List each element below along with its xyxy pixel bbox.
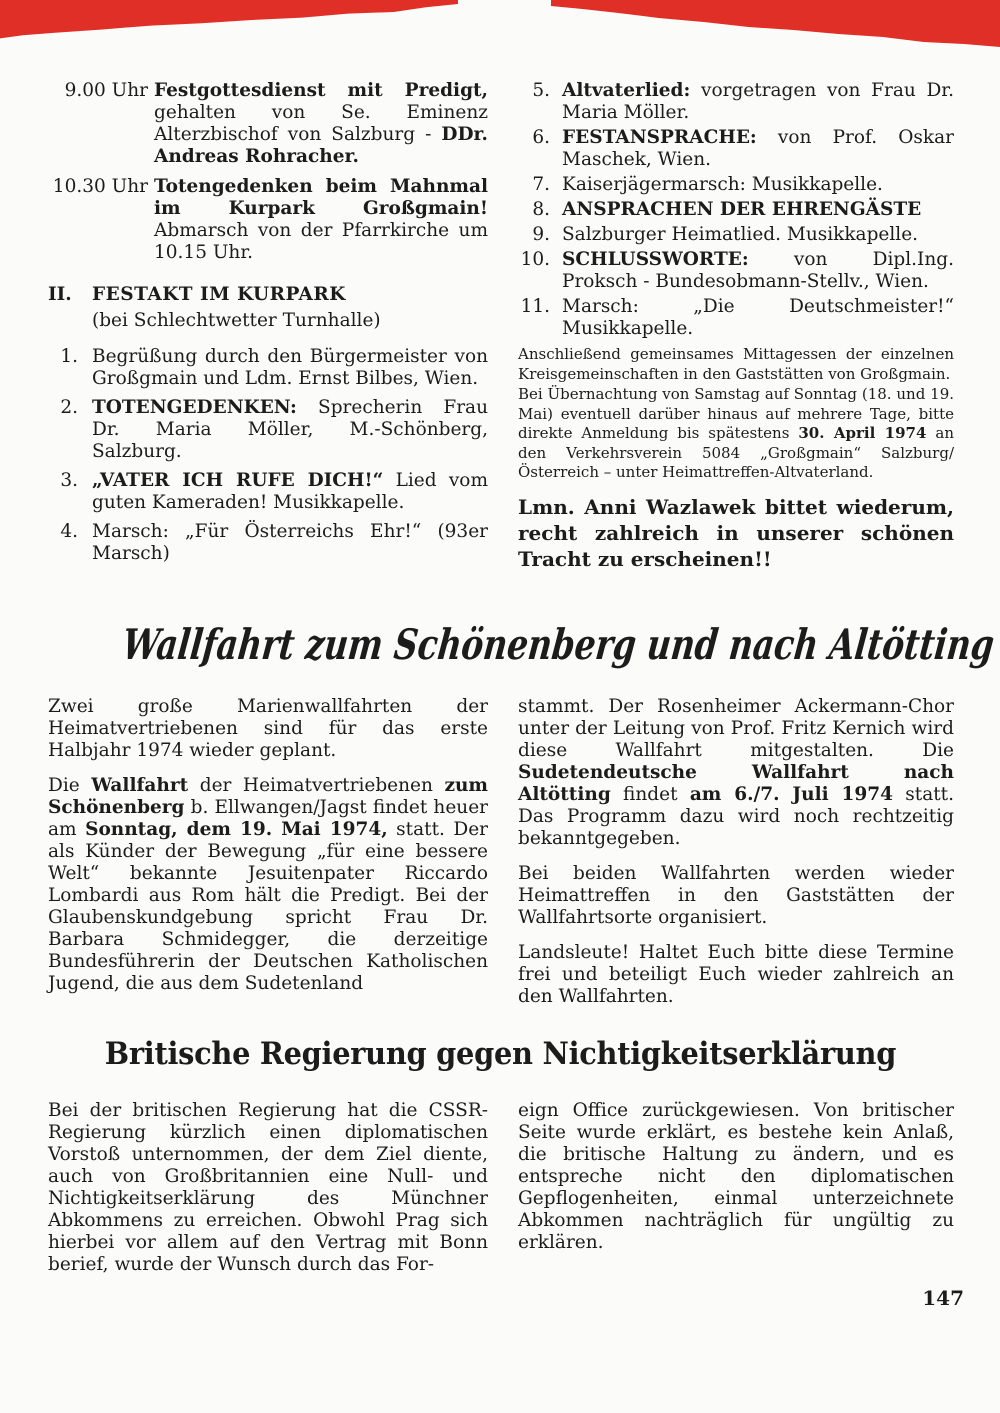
item-number: 3. bbox=[60, 470, 78, 491]
paragraph bbox=[48, 775, 488, 995]
text: stammt. Der Rosenheimer Ackermann-Chor unter der Leitung von Prof. Fritz Kernich wird diese Wallfahrt mitgestalten. Die bbox=[518, 696, 954, 761]
text: gehalten von Se. Eminenz Alterzbischof von Salzburg - bbox=[154, 102, 488, 145]
text: Landsleute! Haltet Euch bitte diese Termine frei und beteiligt Euch wieder zahlreich an den Wallfahrten. bbox=[518, 942, 954, 1007]
list-item bbox=[48, 470, 488, 514]
festakt-roman-numeral: II. bbox=[48, 284, 72, 305]
list-item bbox=[518, 296, 954, 340]
bold-text: Totengedenken beim Mahnmal im Kurpark Großgmain! bbox=[154, 176, 488, 219]
festakt-subtitle: (bei Schlechtwetter Turnhalle) bbox=[92, 310, 381, 331]
britische-column-right bbox=[518, 1100, 954, 1254]
item-number: 10. bbox=[520, 249, 550, 270]
text: Bei Übernachtung von Samstag auf Sonntag (18. und 19. Mai) eventuell darüber hinaus auf mehrere Tage, bitte direkte Anmeldung bis spätestens bbox=[518, 385, 954, 442]
paragraph bbox=[48, 1100, 488, 1276]
bold-text: Lmn. Anni Wazlawek bittet wiederum, recht zahlreich in unserer schönen Tracht zu erscheinen!! bbox=[518, 494, 954, 571]
bold-text: TOTENGEDENKEN: bbox=[92, 397, 297, 418]
item-number: 4. bbox=[60, 521, 78, 542]
bold-text: Festgottesdienst mit Predigt, bbox=[154, 80, 488, 101]
britische-headline-text: Britische Regierung gegen Nichtigkeitserklärung bbox=[104, 1036, 896, 1072]
list-item bbox=[48, 397, 488, 463]
paragraph bbox=[518, 942, 954, 1008]
item-text bbox=[562, 174, 954, 196]
item-text bbox=[562, 296, 954, 340]
list-item bbox=[518, 224, 954, 246]
item-text bbox=[562, 249, 954, 293]
text: b. Ellwangen/Jagst findet heuer am bbox=[48, 797, 488, 840]
item-number: 6. bbox=[532, 127, 550, 148]
text: Zwei große Marienwallfahrten der Heimatvertriebenen sind für das erste Halbjahr 1974 wieder geplant. bbox=[48, 696, 488, 761]
text: statt. Das Programm dazu wird noch rechtzeitig bekanntgegeben. bbox=[518, 784, 954, 849]
text: Lied vom guten Kameraden! Musikkapelle. bbox=[92, 470, 488, 513]
red-tear-strip-left bbox=[0, 0, 458, 40]
text: vorgetragen von Frau Dr. Maria Möller. bbox=[562, 80, 954, 123]
list-item bbox=[518, 127, 954, 171]
bold-text: am 6./7. Juli 1974 bbox=[689, 784, 894, 805]
red-tear-strip-right bbox=[551, 0, 1000, 50]
list-item bbox=[48, 80, 488, 168]
item-number: 7. bbox=[532, 174, 550, 195]
paragraph bbox=[518, 345, 954, 384]
list-item bbox=[48, 521, 488, 565]
text: Salzburger Heimatlied. Musikkapelle. bbox=[562, 224, 919, 245]
item-number: 2. bbox=[60, 397, 78, 418]
program-column-right bbox=[518, 80, 954, 572]
wallfahrt-column-left bbox=[48, 696, 488, 995]
bold-text: Sudetendeutsche Wallfahrt nach Altötting bbox=[518, 762, 954, 805]
item-number: 1. bbox=[60, 346, 78, 367]
item-text bbox=[154, 80, 488, 168]
bold-text: FESTANSPRACHE: bbox=[562, 127, 757, 148]
bold-text: Wallfahrt bbox=[91, 775, 189, 796]
item-text bbox=[562, 224, 954, 246]
festakt-heading bbox=[48, 284, 488, 332]
text: Die bbox=[48, 775, 92, 796]
list-item bbox=[518, 199, 954, 221]
text: statt. Der als Künder der Bewegung „für eine bessere Welt“ bekannte Jesuitenpater Riccardo Lombardi aus Rom hält die Predigt. Bei der Glaubenskundgebung spricht Frau Dr. Barbara Schmidegger, die derzeitige Bundesführerin der Deutschen Katholischen Jugend, die aus dem Sudetenland bbox=[48, 819, 489, 994]
schedule-list bbox=[48, 80, 488, 264]
text: von Dipl.Ing. Proksch - Bundesobmann-Stellv., Wien. bbox=[562, 249, 954, 292]
bold-text: „VATER ICH RUFE DICH!“ bbox=[92, 470, 384, 491]
paragraph bbox=[518, 385, 954, 483]
wallfahrt-headline bbox=[0, 620, 1000, 669]
program-column-left bbox=[48, 80, 488, 572]
list-item bbox=[518, 174, 954, 196]
text: Sprecherin Frau Dr. Maria Möller, M.-Schönberg, Salzburg. bbox=[92, 397, 488, 462]
program-items-5-11 bbox=[518, 80, 954, 340]
bold-text: 30. April 1974 bbox=[798, 424, 927, 442]
text: Bei beiden Wallfahrten werden wieder Heimattreffen in den Gaststätten der Wallfahrtsorte organisiert. bbox=[518, 863, 954, 928]
page-number: 147 bbox=[922, 1286, 964, 1310]
bold-text: Altvaterlied: bbox=[562, 80, 691, 101]
text: von Prof. Oskar Maschek, Wien. bbox=[562, 127, 954, 170]
item-text bbox=[562, 80, 954, 124]
bold-text: ANSPRACHEN DER EHRENGÄSTE bbox=[562, 199, 922, 220]
text: an den Verkehrsverein 5084 „Großgmain“ Salzburg/Österreich – unter Heimattreffen-Altvaterland. bbox=[518, 424, 954, 481]
bold-text: DDr. Andreas Rohracher. bbox=[154, 124, 488, 167]
britische-headline bbox=[0, 1036, 1000, 1072]
text: Marsch: „Die Deutschmeister!“ Musikkapelle. bbox=[562, 296, 954, 339]
list-item bbox=[518, 80, 954, 124]
item-number: 9.00 Uhr bbox=[64, 80, 148, 101]
item-number: 8. bbox=[532, 199, 550, 220]
list-item bbox=[48, 346, 488, 390]
program-notes bbox=[518, 345, 954, 483]
item-text bbox=[92, 521, 488, 565]
item-text bbox=[562, 127, 954, 171]
item-text bbox=[92, 470, 488, 514]
item-number: 10.30 Uhr bbox=[52, 176, 148, 197]
paragraph bbox=[518, 863, 954, 929]
item-number: 11. bbox=[520, 296, 550, 317]
text: Begrüßung durch den Bürgermeister von Großgmain und Ldm. Ernst Bilbes, Wien. bbox=[92, 346, 488, 389]
item-text bbox=[562, 199, 954, 221]
bold-text: zum Schönenberg bbox=[48, 775, 488, 818]
text: eign Office zurückgewiesen. Von britischer Seite wurde erklärt, es bestehe kein Anlaß, die britische Haltung zu ändern, und es entspreche nicht den diplomatischen Gepflogenheiten, einmal unterzeichnete Abkommen nachträglich für ungültig zu erklären. bbox=[518, 1100, 954, 1253]
bold-text: SCHLUSSWORTE: bbox=[562, 249, 749, 270]
list-item bbox=[48, 176, 488, 264]
text: Marsch: „Für Österreichs Ehr!“ (93er Marsch) bbox=[92, 521, 488, 564]
item-text bbox=[92, 397, 488, 463]
tracht-appeal bbox=[518, 494, 954, 572]
text: Anschließend gemeinsames Mittagessen der einzelnen Kreisgemeinschaften in den Gaststätten von Großgmain. bbox=[518, 345, 954, 383]
bold-text: Sonntag, dem 19. Mai 1974, bbox=[85, 819, 388, 840]
wallfahrt-column-right bbox=[518, 696, 954, 1008]
program-items-1-4 bbox=[48, 346, 488, 565]
text: Kaiserjägermarsch: Musikkapelle. bbox=[562, 174, 883, 195]
text: Abmarsch von der Pfarrkirche um 10.15 Uhr. bbox=[154, 220, 488, 263]
britische-column-left bbox=[48, 1100, 488, 1276]
item-number: 5. bbox=[532, 80, 550, 101]
text: Bei der britischen Regierung hat die CSSR-Regierung kürzlich einen diplomatischen Vorstoß unternommen, der dem Ziel diente, auch von Großbritannien eine Null- und Nichtigkeitserklärung des Münchner Abkommens zu erreichen. Obwohl Prag sich hierbei vor allem auf den Vertrag mit Bonn berief, wurde der Wunsch durch das For- bbox=[48, 1100, 488, 1275]
text: findet bbox=[610, 784, 690, 805]
wallfahrt-headline-text: Wallfahrt zum Schönenberg und nach Altötting bbox=[120, 620, 997, 669]
item-number: 9. bbox=[532, 224, 550, 245]
list-item bbox=[518, 249, 954, 293]
item-text bbox=[92, 346, 488, 390]
paragraph bbox=[48, 696, 488, 762]
festakt-title: FESTAKT IM KURPARK bbox=[92, 284, 346, 305]
paragraph bbox=[518, 696, 954, 850]
paragraph bbox=[518, 1100, 954, 1254]
text: der Heimatvertriebenen bbox=[188, 775, 445, 796]
item-text bbox=[154, 176, 488, 264]
